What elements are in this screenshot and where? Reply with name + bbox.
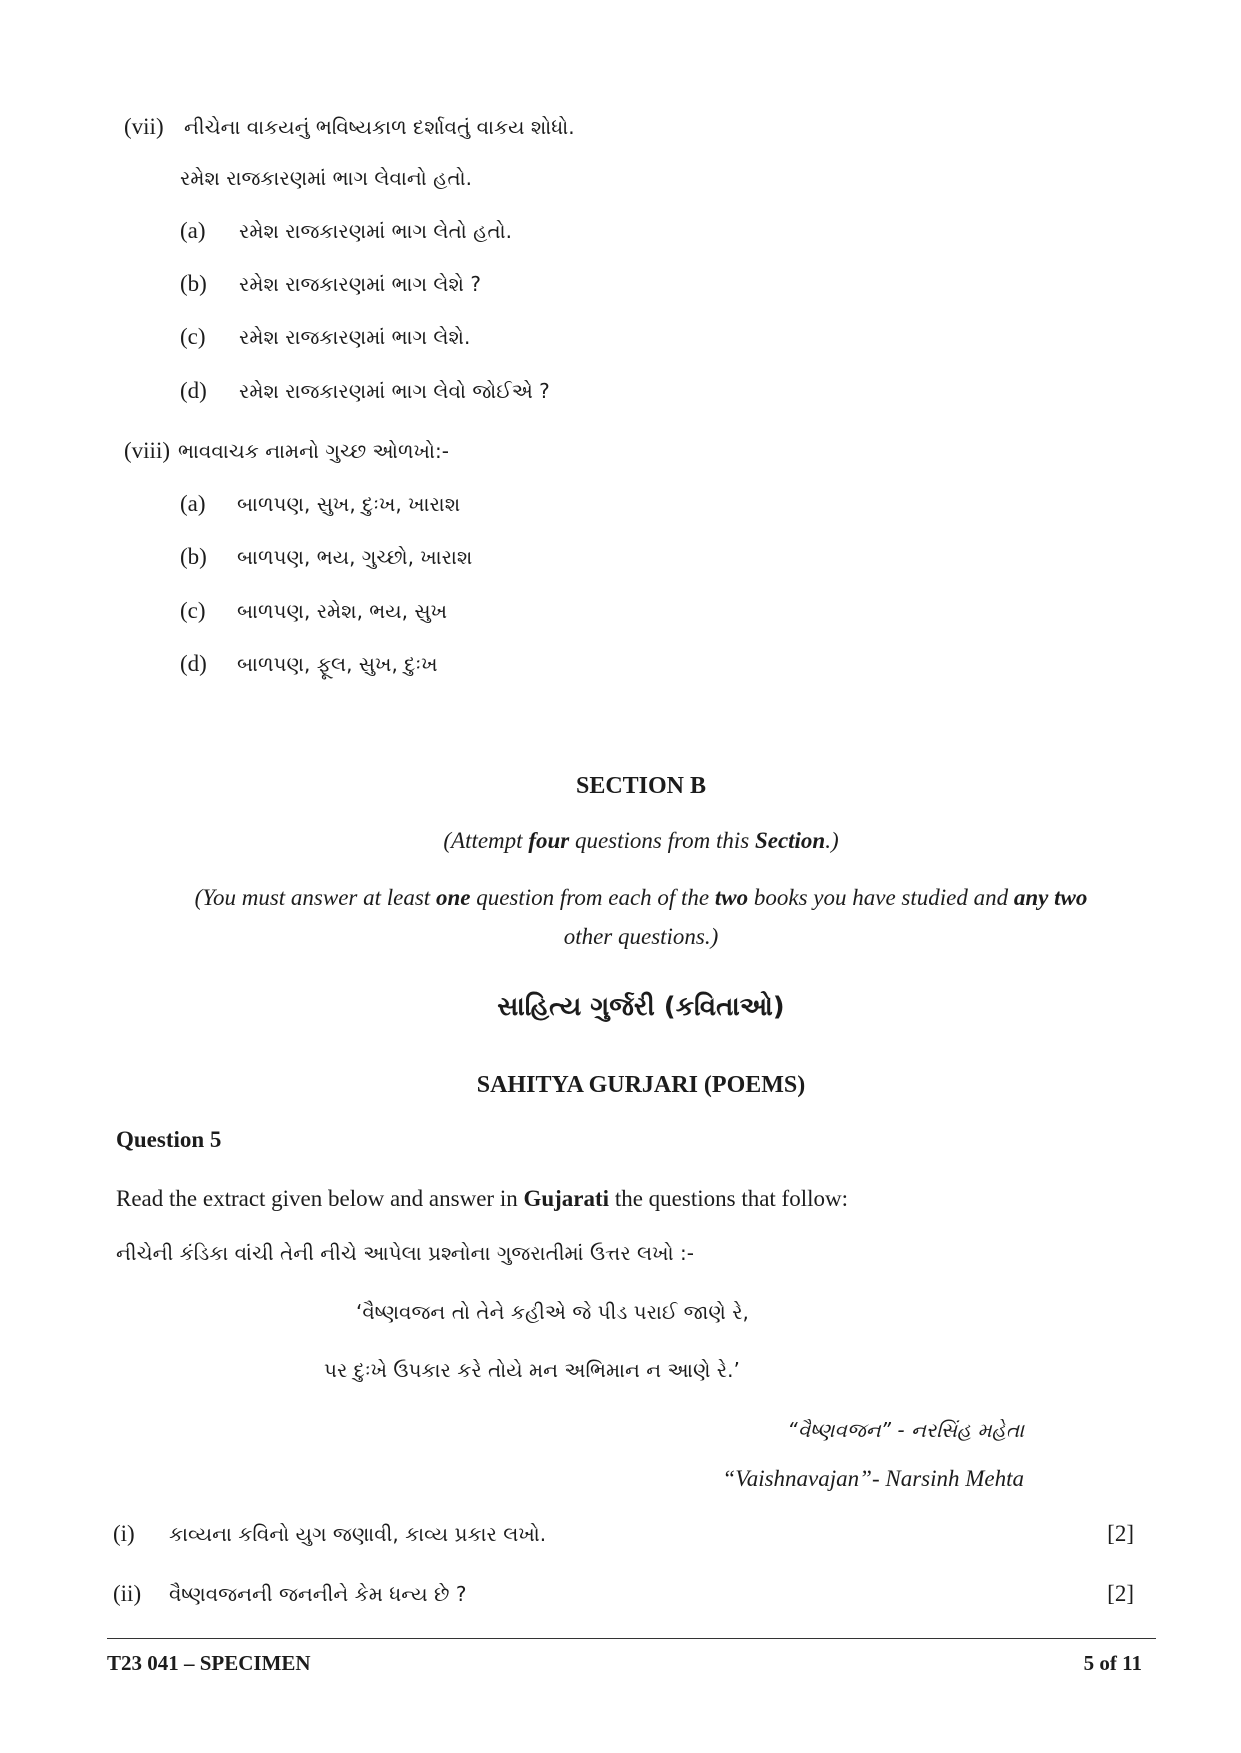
marks: [2] [1107, 1521, 1134, 1546]
option-label: (c) [180, 324, 206, 349]
question-number: (vii) [124, 114, 164, 139]
book-title-english: SAHITYA GURJARI (POEMS) [476, 1072, 806, 1098]
instruction-emphasis: any two [1013, 885, 1088, 910]
extract-line: ‘વૈષ્ણવજન તો તેને કહીએ જે પીડ પરાઈ જાણે રે, [356, 1300, 749, 1324]
question-number: (viii) [124, 438, 170, 463]
option-row [180, 322, 470, 352]
must-answer-instruction-line1 [41, 883, 1241, 913]
instruction-text: books you have studied and [748, 885, 1014, 910]
given-sentence: રમેશ રાજકારણમાં ભાગ લેવાનો હતો. [180, 166, 473, 190]
option-text: બાળપણ, ફૂલ, સુખ, દુઃખ [237, 652, 438, 676]
option-row [180, 489, 460, 519]
option-text: બાળપણ, ભય, ગુચ્છો, ખારાશ [237, 545, 473, 569]
instruction-english [116, 1184, 848, 1214]
question-prompt: ભાવવાચક નામનો ગુચ્છ ઓળખો:- [178, 439, 449, 463]
option-label: (b) [180, 544, 207, 569]
attempt-instruction [41, 826, 1241, 856]
footer-divider [107, 1638, 1156, 1639]
attribution-english: “Vaishnavajan”- Narsinh Mehta [722, 1466, 1024, 1491]
sub-question [113, 1579, 466, 1609]
option-label: (d) [180, 651, 207, 676]
book-title-gujarati: સાહિત્ય ગુર્જરી (કવિતાઓ) [497, 992, 785, 1022]
instruction-emphasis: one [435, 885, 471, 910]
attribution-gujarati: “વૈષ્ણવજન” - નરસિંહ મહેતા [787, 1418, 1024, 1442]
option-text: રમેશ રાજકારણમાં ભાગ લેવો જોઈએ ? [239, 379, 550, 403]
instruction-text: (Attempt [443, 828, 529, 853]
paper-code: T23 041 – SPECIMEN [107, 1651, 311, 1675]
sub-question-text: કાવ્યના કવિનો યુગ જણાવી, કાવ્ય પ્રકાર લખો. [169, 1522, 547, 1546]
question-vii [124, 112, 575, 142]
option-text: બાળપણ, સુખ, દુઃખ, ખારાશ [237, 492, 461, 516]
sub-question-number: (ii) [113, 1581, 142, 1606]
option-row [180, 542, 472, 572]
option-label: (d) [180, 378, 207, 403]
option-row [180, 269, 481, 299]
option-row [180, 376, 550, 406]
instruction-text: (You must answer at least [194, 885, 436, 910]
instruction-text: the questions that follow: [609, 1186, 848, 1211]
sub-question-number: (i) [113, 1521, 135, 1546]
option-text: બાળપણ, રમેશ, ભય, સુખ [237, 599, 448, 623]
sub-question-text: વૈષ્ણવજનની જનનીને કેમ ધન્ય છે ? [169, 1582, 467, 1606]
option-label: (a) [180, 491, 206, 516]
instruction-text: .) [825, 828, 839, 853]
instruction-emphasis: two [714, 885, 749, 910]
option-row [180, 596, 447, 626]
must-answer-instruction-line2: other questions.) [563, 924, 719, 949]
section-title: SECTION B [575, 773, 707, 799]
option-text: રમેશ રાજકારણમાં ભાગ લેશે. [239, 325, 471, 349]
instruction-text: questions from this [569, 828, 755, 853]
instruction-emphasis: Section [754, 828, 826, 853]
extract-line: પર દુઃખે ઉપકાર કરે તોયે મન અભિમાન ન આણે રે.’ [324, 1358, 740, 1382]
marks: [2] [1107, 1581, 1134, 1606]
page-number: 5 of 11 [1083, 1651, 1142, 1675]
question-prompt: નીચેના વાકયનું ભવિષ્યકાળ દર્શાવતું વાકય શોધો. [184, 115, 575, 139]
instruction-gujarati: નીચેની કંડિકા વાંચી તેની નીચે આપેલા પ્રશ્નોના ગુજરાતીમાં ઉત્તર લખો :- [116, 1241, 694, 1265]
option-label: (b) [180, 271, 207, 296]
option-text: રમેશ રાજકારણમાં ભાગ લેતો હતો. [239, 219, 513, 243]
option-label: (c) [180, 598, 206, 623]
option-text: રમેશ રાજકારણમાં ભાગ લેશે ? [239, 272, 481, 296]
option-row [180, 649, 438, 679]
instruction-emphasis: Gujarati [523, 1186, 610, 1211]
sub-question [113, 1519, 546, 1549]
instruction-emphasis: four [528, 828, 570, 853]
question-viii [124, 436, 449, 466]
option-label: (a) [180, 218, 206, 243]
instruction-text: question from each of the [470, 885, 715, 910]
question-heading: Question 5 [116, 1127, 222, 1152]
instruction-text: Read the extract given below and answer in [116, 1186, 524, 1211]
option-row [180, 216, 512, 246]
